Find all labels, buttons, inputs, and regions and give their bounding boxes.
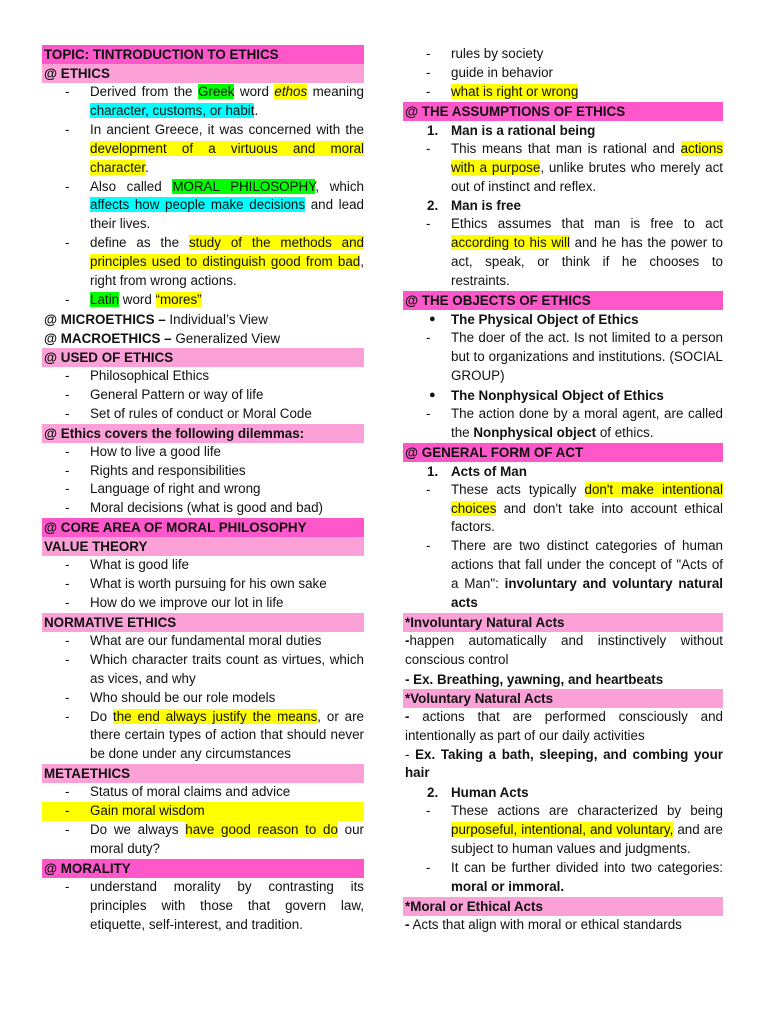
dash-bullet-icon: -: [426, 330, 431, 346]
value-list: [42, 556, 364, 613]
highlighted-text: purposeful, intentional, and voluntary,: [451, 822, 674, 838]
dash-bullet-icon: -: [65, 708, 70, 724]
list-item: [403, 83, 723, 102]
human-acts-list: [403, 802, 723, 897]
list-item-text: What is worth pursuing for his own sake: [90, 576, 327, 592]
list-item-text: [451, 64, 723, 83]
macroethics-line: [42, 329, 364, 348]
text-run: The doer of the act. Is not limited to a person but to organizations and institutions. (SOCIAL GROUP): [451, 330, 723, 383]
text-run: In ancient Greece, it was concerned with the: [90, 121, 364, 137]
text-run: This means that man is rational and: [451, 140, 681, 156]
highlighted-text: according to his will: [451, 235, 570, 251]
highlighted-text: have good reason to do: [185, 822, 338, 838]
assumption-2-title: Man is free: [451, 198, 521, 214]
highlighted-text: Greek: [197, 84, 235, 99]
list-item-text: [451, 537, 723, 613]
text-run: and he has the power to act, speak, or think if he chooses to restraints.: [451, 235, 723, 289]
text-run: Acts that align with moral or ethical standards: [409, 916, 682, 932]
dilemmas-list: [42, 443, 364, 519]
list-item-text: [451, 802, 723, 859]
dash-bullet-icon: -: [65, 689, 70, 705]
list-item-text: [90, 821, 364, 859]
dash-bullet-icon: -: [65, 576, 70, 592]
dash-bullet-icon: -: [65, 84, 70, 99]
dash-bullet-icon: -: [65, 632, 70, 648]
dash-bullet-icon: -: [65, 557, 70, 573]
text-run: word: [119, 291, 156, 307]
list-item: [42, 594, 364, 613]
text-run: , right from wrong actions.: [90, 254, 364, 289]
section-heading-used: @ USED OF ETHICS: [42, 348, 364, 367]
list-item: [42, 386, 364, 405]
dash-bullet-icon: -: [65, 481, 70, 497]
list-item: [42, 575, 364, 594]
list-item: [42, 462, 364, 481]
text-run: These acts typically: [451, 481, 585, 497]
list-item-text: [90, 234, 364, 291]
dash-bullet-icon: -: [426, 538, 431, 554]
list-item: [403, 140, 723, 197]
nonphysical-object-title: The Nonphysical Object of Ethics: [451, 387, 664, 403]
acts-of-man-list: [403, 481, 723, 613]
section-heading-metaethics: METAETHICS: [42, 764, 364, 783]
list-item-text: [451, 859, 723, 897]
dash-bullet-icon: -: [65, 121, 70, 137]
bold-text: -: [405, 708, 410, 724]
text-run: It can be further divided into two categories:: [451, 860, 723, 876]
list-item: [403, 405, 723, 443]
list-item: [42, 121, 364, 178]
list-item: [403, 215, 723, 291]
list-item-text: [90, 651, 364, 689]
list-item: [42, 632, 364, 651]
list-item-text: [90, 689, 364, 708]
highlighted-text: what is right or wrong: [451, 83, 579, 99]
text-run: Do we always: [90, 822, 186, 838]
acts-of-man-number: 1.: [427, 463, 439, 479]
assumption-2-number: 2.: [427, 198, 439, 214]
list-item-text: [451, 215, 723, 291]
highlighted-text: MORAL PHILOSOPHY: [172, 178, 316, 194]
acts-of-man-title: Acts of Man: [451, 463, 527, 479]
text-run: -: [405, 746, 416, 762]
normative-list: [42, 632, 364, 764]
acts-of-man: [403, 462, 723, 481]
list-item: [42, 689, 364, 708]
text-run: Which character traits count as virtues, which as vices, and why: [90, 651, 364, 686]
text-run: There are two distinct categories of human actions that fall under the concept of "Acts of a Man":: [451, 538, 723, 592]
assumption-1-list: [403, 140, 723, 197]
list-item: [42, 878, 364, 935]
highlighted-text: don't make intentional choices: [451, 481, 723, 516]
bold-text: Ex. Taking a bath, sleeping, and combing your hair: [405, 746, 723, 781]
dash-bullet-icon: -: [65, 367, 70, 383]
list-item-text: [90, 121, 364, 178]
text-run: and lead their lives.: [90, 197, 364, 232]
text-run: What are our fundamental moral duties: [90, 632, 322, 648]
highlighted-text: Latin: [90, 291, 120, 307]
bullet-icon: ●: [429, 388, 436, 401]
list-item: [42, 83, 364, 121]
text-run: understand morality by contrasting its principles with those that govern law, etiquette, self-interest, and tradition.: [90, 878, 364, 932]
list-item: [403, 329, 723, 386]
list-item: [403, 45, 723, 64]
list-item-text: Set of rules of conduct or Moral Code: [90, 405, 312, 421]
list-item: [42, 367, 364, 386]
text-run: Also called: [90, 178, 173, 194]
bold-text: -: [405, 916, 410, 932]
highlighted-text: actions with a purpose: [451, 140, 723, 175]
dash-bullet-icon: -: [65, 803, 70, 819]
list-item: [42, 499, 364, 518]
list-item: [42, 291, 364, 310]
text-run: word: [234, 84, 275, 99]
list-item-text: [451, 45, 723, 64]
physical-object: [403, 310, 723, 329]
section-heading-morality: @ MORALITY: [42, 859, 364, 878]
list-item: [403, 537, 723, 613]
list-item-text: General Pattern or way of life: [90, 386, 264, 402]
bold-text: -: [405, 632, 410, 648]
text-run: actions that are performed consciously and intentionally as part of our daily activities: [405, 708, 723, 743]
highlighted-text: development of a virtuous and moral character: [90, 140, 364, 175]
section-heading-dilemmas: @ Ethics covers the following dilemmas:: [42, 424, 364, 443]
section-heading-core: @ CORE AREA OF MORAL PHILOSOPHY: [42, 518, 364, 537]
list-item: [42, 443, 364, 462]
bold-text: involuntary and voluntary natural acts: [451, 576, 723, 611]
macroethics-text: Generalized View: [171, 330, 281, 346]
dash-bullet-icon: -: [426, 216, 431, 232]
dash-bullet-icon: -: [426, 860, 431, 876]
dash-bullet-icon: -: [65, 822, 70, 838]
list-item-text: [90, 783, 364, 802]
assumption-1: [403, 121, 723, 140]
list-item: [403, 802, 723, 859]
dash-bullet-icon: -: [65, 291, 70, 307]
human-acts-number: 2.: [427, 785, 439, 801]
assumption-2-list: [403, 215, 723, 291]
text-run: , or are there certain types of action that should never be done under any circumstances: [90, 708, 365, 762]
list-item-text: [451, 140, 723, 197]
section-heading-objects: @ THE OBJECTS OF ETHICS: [403, 291, 723, 310]
ethics-list: [42, 83, 364, 310]
top-list: [403, 45, 723, 102]
dash-bullet-icon: -: [426, 803, 431, 819]
left-column: [42, 45, 364, 935]
list-item: [42, 821, 364, 859]
list-item: [42, 802, 364, 821]
microethics-line: [42, 310, 364, 329]
list-item-text: [90, 708, 364, 765]
dash-bullet-icon: -: [426, 140, 431, 156]
list-item: [42, 708, 364, 765]
list-item: [42, 178, 364, 235]
list-item-text: [451, 83, 723, 102]
involuntary-example: - Ex. Breathing, yawning, and heartbeats: [405, 671, 664, 687]
text-run: , which: [315, 178, 364, 194]
topic-heading: TOPIC: TINTRODUCTION TO ETHICS: [42, 45, 364, 64]
dash-bullet-icon: -: [426, 64, 431, 80]
dash-bullet-icon: -: [65, 405, 70, 421]
nonphysical-list: [403, 405, 723, 443]
used-list: [42, 367, 364, 424]
highlighted-text: “mores”: [155, 291, 202, 307]
voluntary-example: [403, 746, 723, 784]
text-run: guide in behavior: [451, 64, 553, 80]
dash-bullet-icon: -: [426, 83, 431, 99]
section-heading-value: VALUE THEORY: [42, 537, 364, 556]
morality-list: [42, 878, 364, 935]
microethics-text: Individual’s View: [165, 311, 268, 327]
section-heading-general: @ GENERAL FORM OF ACT: [403, 443, 723, 462]
voluntary-text: [403, 708, 723, 746]
text-run: The action done by a moral agent, are called the: [451, 405, 723, 440]
list-item-text: [90, 802, 364, 821]
dash-bullet-icon: -: [426, 481, 431, 497]
list-item-text: [451, 329, 723, 386]
assumption-1-number: 1.: [427, 122, 439, 138]
list-item-text: What is good life: [90, 557, 189, 573]
bullet-icon: ●: [429, 313, 436, 326]
highlighted-text: the end always justify the means: [113, 708, 318, 724]
text-run: Derived from the: [90, 84, 198, 99]
list-item: [42, 405, 364, 424]
list-item: [403, 481, 723, 538]
dash-bullet-icon: -: [426, 46, 431, 61]
human-acts: [403, 783, 723, 802]
human-acts-title: Human Acts: [451, 785, 529, 801]
list-item-text: Rights and responsibilities: [90, 462, 246, 478]
section-heading-voluntary: *Voluntary Natural Acts: [403, 689, 723, 708]
list-item-text: [451, 481, 723, 538]
text-run: rules by society: [451, 46, 544, 61]
list-item: [42, 651, 364, 689]
highlighted-text: study of the methods and principles used to distinguish good from bad: [90, 235, 365, 270]
dash-bullet-icon: -: [65, 878, 70, 894]
list-item: [403, 64, 723, 83]
list-item-text: How to live a good life: [90, 443, 222, 459]
dash-bullet-icon: -: [426, 405, 431, 421]
list-item-text: [90, 83, 364, 121]
dash-bullet-icon: -: [65, 386, 70, 402]
highlighted-text: affects how people make decisions: [90, 197, 306, 213]
highlighted-text: character, customs, or habit: [90, 102, 255, 118]
text-run: .: [145, 159, 149, 175]
assumption-1-title: Man is a rational being: [451, 122, 596, 138]
section-heading-involuntary: *Involuntary Natural Acts: [403, 613, 723, 632]
macroethics-label: @ MACROETHICS –: [44, 330, 172, 346]
list-item-text: [451, 405, 723, 443]
text-run: Gain moral wisdom: [90, 803, 205, 819]
text-run: Status of moral claims and advice: [90, 784, 291, 800]
text-run: , unlike brutes who merely act out of instinct and reflex.: [451, 159, 723, 194]
dash-bullet-icon: -: [65, 595, 70, 611]
bold-text: Nonphysical object: [473, 424, 597, 440]
text-run: happen automatically and instinctively without conscious control: [405, 632, 723, 667]
metaethics-list: [42, 783, 364, 859]
list-item-text: [90, 878, 364, 935]
physical-list: [403, 329, 723, 386]
section-heading-assumptions: @ THE ASSUMPTIONS OF ETHICS: [403, 102, 723, 121]
text-run: and don't take into account ethical factors.: [451, 500, 723, 535]
assumption-2: [403, 196, 723, 215]
microethics-label: @ MICROETHICS –: [44, 311, 166, 327]
text-run: and are subject to human values and judgments.: [451, 822, 724, 857]
list-item-text: [90, 291, 364, 310]
involuntary-text: [403, 632, 723, 670]
list-item-text: How do we improve our lot in life: [90, 595, 284, 611]
list-item: [42, 556, 364, 575]
physical-object-title: The Physical Object of Ethics: [451, 312, 639, 328]
dash-bullet-icon: -: [65, 651, 70, 667]
dash-bullet-icon: -: [65, 178, 70, 194]
list-item-text: [90, 632, 364, 651]
section-heading-ethics: @ ETHICS: [42, 64, 364, 83]
text-run: Do: [90, 708, 113, 724]
list-item: [42, 234, 364, 291]
dash-bullet-icon: -: [65, 784, 70, 800]
right-column: [403, 45, 723, 935]
list-item: [42, 480, 364, 499]
text-run: These actions are characterized by being: [451, 803, 723, 819]
section-heading-moral: *Moral or Ethical Acts: [403, 897, 723, 916]
text-run: define as the: [90, 235, 189, 251]
dash-bullet-icon: -: [65, 462, 70, 478]
list-item-text: [90, 178, 364, 235]
text-run: .: [254, 102, 259, 118]
bold-text: moral or immoral.: [451, 879, 565, 894]
text-run: our moral duty?: [90, 822, 364, 856]
highlighted-text: ethos: [274, 84, 308, 99]
text-run: Ethics assumes that man is free to act: [451, 216, 723, 232]
list-item: [42, 783, 364, 802]
text-run: Who should be our role models: [90, 689, 276, 705]
dash-bullet-icon: -: [65, 443, 70, 459]
moral-text: [403, 916, 723, 935]
list-item-text: Philosophical Ethics: [90, 367, 210, 383]
list-item-text: Moral decisions (what is good and bad): [90, 500, 323, 516]
text-run: of ethics.: [596, 424, 654, 440]
dash-bullet-icon: -: [65, 500, 70, 516]
list-item-text: Language of right and wrong: [90, 481, 261, 497]
list-item: [403, 859, 723, 897]
dash-bullet-icon: -: [65, 235, 70, 251]
text-run: meaning: [307, 84, 364, 99]
section-heading-normative: NORMATIVE ETHICS: [42, 613, 364, 632]
nonphysical-object: [403, 386, 723, 405]
